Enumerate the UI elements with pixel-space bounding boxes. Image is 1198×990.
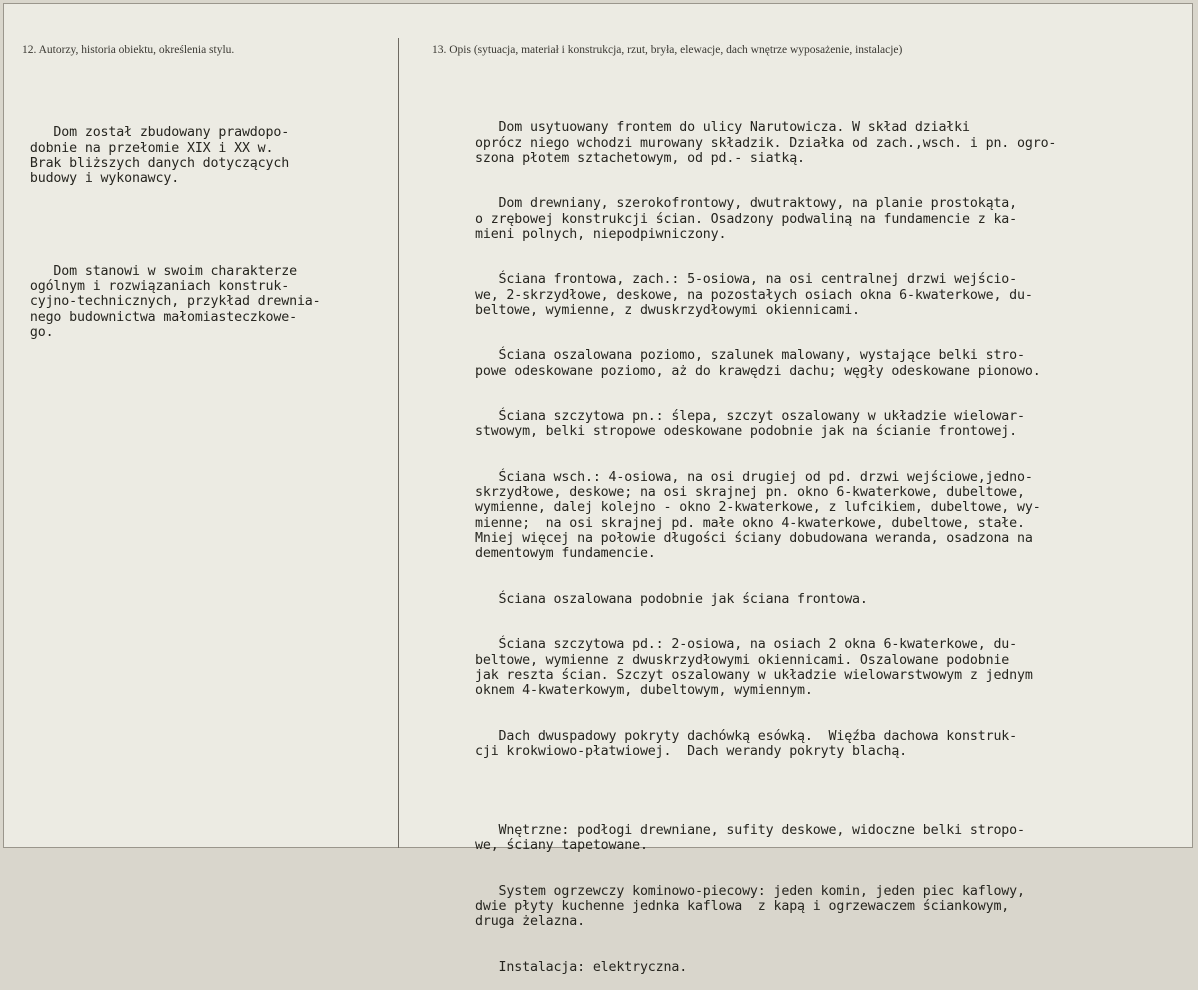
section-12-paragraph-2: Dom stanowi w swoim charakterze ogólnym i rozwiązaniach konstruk- cyjno-technicznych, przykład drewnia- nego budownictwa małomiasteczkowe- go. xyxy=(29,264,321,340)
section-13-paragraph-11: System ogrzewczy kominowo-piecowy: jeden komin, jeden piec kaflowy, dwie płyty kuchenne jednka kaflowa z kapą i ogrzewaczem ściankowym, druga żelazna. xyxy=(474,883,1025,929)
section-13-paragraph-5: Ściana szczytowa pn.: ślepa, szczyt oszalowany w układzie wielowar- stwowym, belki stropowe odeskowane podobnie jak na ścianie frontowej. xyxy=(474,409,1025,440)
section-13-heading: 13. Opis (sytuacja, materiał i konstrukcja, rzut, bryła, elewacje, dach wnętrze wyposażenie, instalacje) xyxy=(432,44,903,56)
section-12-paragraph-1: Dom został zbudowany prawdopo- dobnie na przełomie XIX i XX w. Brak bliższych danych dotyczących budowy i wykonawcy. xyxy=(29,125,290,187)
section-12-heading: 12. Autorzy, historia obiektu, określenia stylu. xyxy=(22,44,235,56)
column-divider xyxy=(398,38,399,848)
section-13-text xyxy=(420,90,1056,990)
section-12-text xyxy=(22,95,321,355)
section-13-paragraph-3: Ściana frontowa, zach.: 5-osiowa, na osi centralnej drzwi wejścio- we, 2-skrzydłowe, deskowe, na pozostałych osiach okna 6-kwaterkowe, du- beltowe, wymienne, z dwuskrzydłowymi okiennicami. xyxy=(474,272,1033,318)
section-13-paragraph-8: Ściana szczytowa pd.: 2-osiowa, na osiach 2 okna 6-kwaterkowe, du- beltowe, wymienne z dwuskrzydłowymi okiennicami. Oszalowane podobnie jak reszta ścian. Szczyt oszalowany w układzie wielowarstwowym z jednym oknem 4-kwaterkowym, dubeltowym, wymiennym. xyxy=(474,637,1033,698)
section-13-paragraph-6: Ściana wsch.: 4-osiowa, na osi drugiej od pd. drzwi wejściowe,jedno- skrzydłowe, deskowe; na osi skrajnej pn. okno 6-kwaterkowe, dubeltowe, wymienne, dalej kolejno - okno 2-kwaterkowe, z lufcikiem, dubeltowe, wy- mienne; na osi skrajnej pd. małe okno 4-kwaterkowe, dubeltowe, stałe. Mniej więcej na połowie długości ściany dobudowana weranda, osadzona na dementowym fundamencie. xyxy=(474,470,1041,562)
section-13-paragraph-2: Dom drewniany, szerokofrontowy, dwutraktowy, na planie prostokąta, o zrębowej konstrukcji ścian. Osadzony podwaliną na fundamencie z ka- mieni polnych, niepodpiwniczony. xyxy=(474,196,1018,242)
section-13-paragraph-10: Wnętrzne: podłogi drewniane, sufity deskowe, widoczne belki stropo- we, ściany tapetowane. xyxy=(474,822,1025,853)
section-13-paragraph-1: Dom usytuowany frontem do ulicy Narutowicza. W skład działki oprócz niego wchodzi murowany składzik. Działka od zach.,wsch. i pn. ogro- szona płotem sztachetowym, od pd.- siatką. xyxy=(474,120,1057,166)
section-13-paragraph-7: Ściana oszalowana podobnie jak ściana frontowa. xyxy=(420,591,868,607)
section-13-paragraph-9: Dach dwuspadowy pokryty dachówką esówką. Więźba dachowa konstruk- cji krokwiowo-płatwiowej. Dach werandy pokryty blachą. xyxy=(474,728,1018,759)
section-13-paragraph-4: Ściana oszalowana poziomo, szalunek malowany, wystające belki stro- powe odeskowane poziomo, aż do krawędzi dachu; węgły odeskowane pionowo. xyxy=(474,348,1041,379)
section-13-paragraph-12: Instalacja: elektryczna. xyxy=(420,959,688,975)
